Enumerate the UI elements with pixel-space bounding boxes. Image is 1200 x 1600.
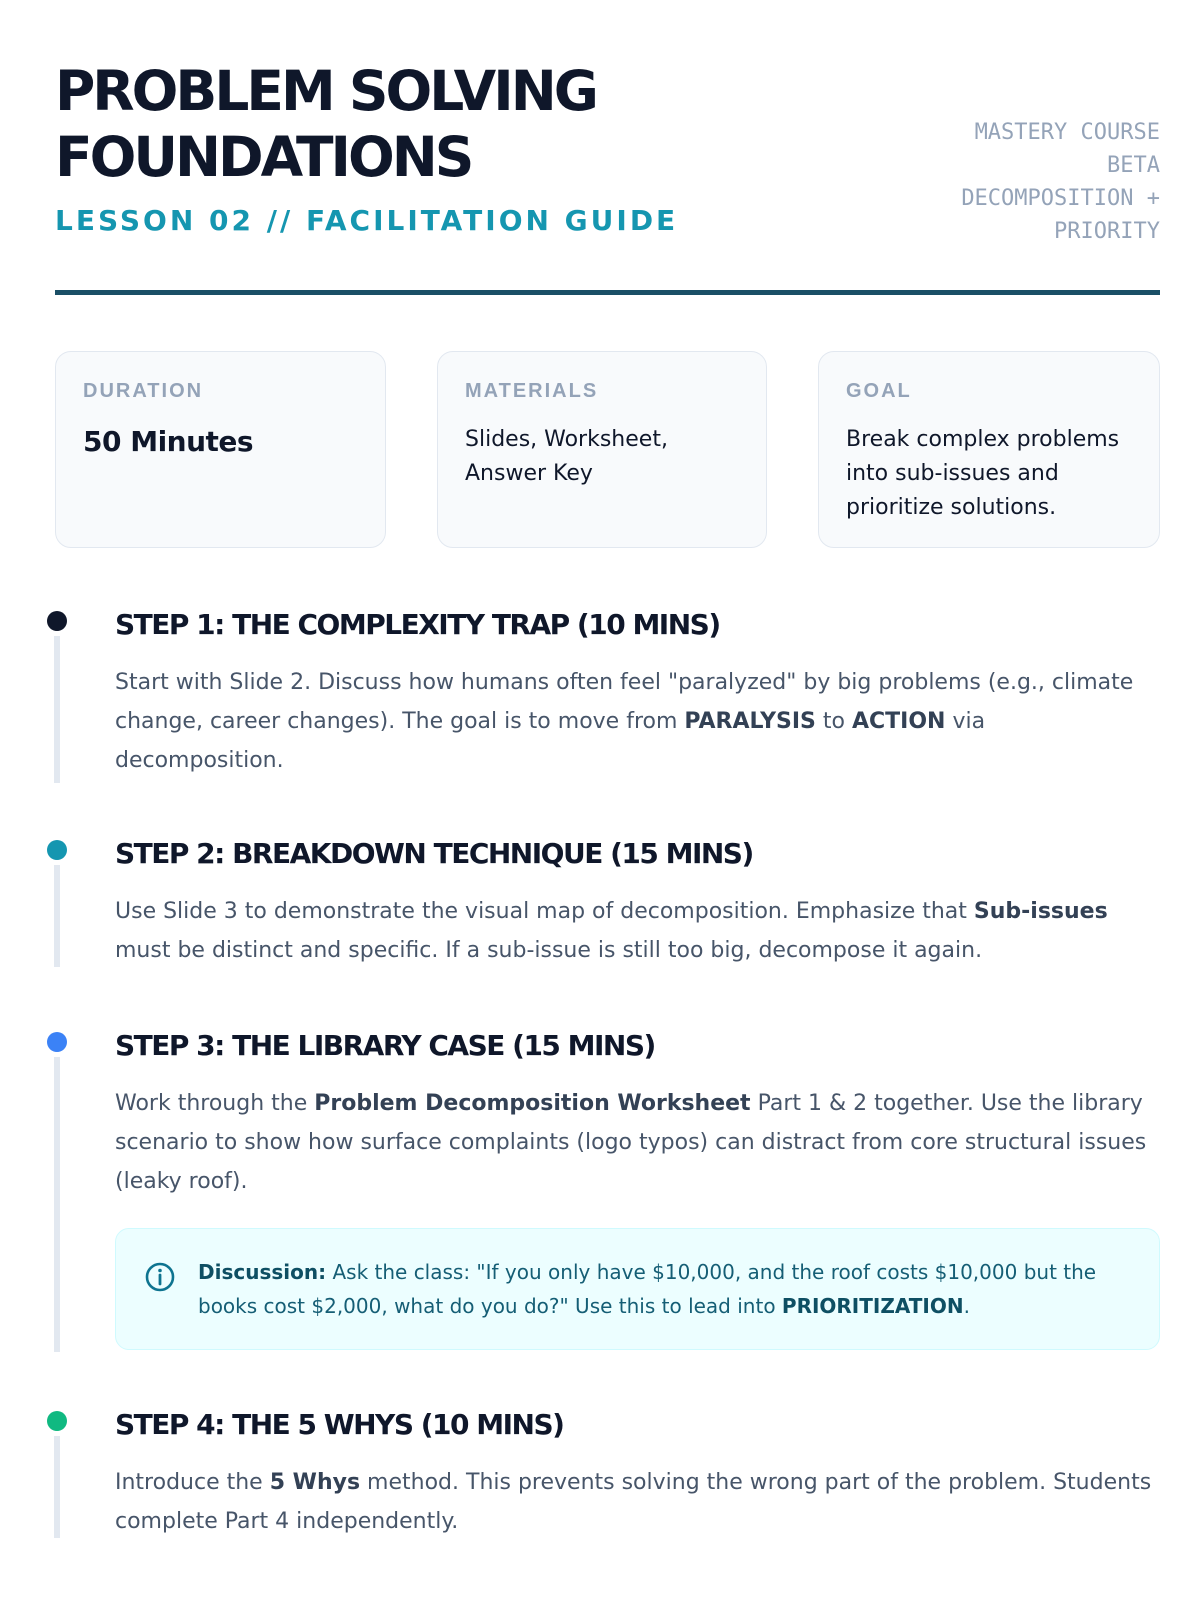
info-icon bbox=[144, 1261, 176, 1293]
body-text: Work through the bbox=[115, 1091, 315, 1116]
card-value: Slides, Worksheet, Answer Key bbox=[465, 427, 668, 486]
title-line-1: PROBLEM SOLVING bbox=[55, 59, 596, 123]
meta-line: PRIORITY bbox=[1054, 219, 1160, 244]
meta-line: BETA bbox=[1107, 153, 1160, 178]
card-label: MATERIALS bbox=[465, 380, 599, 402]
body-emphasis: 5 Whys bbox=[269, 1470, 361, 1495]
callout-emphasis: PRIORITIZATION bbox=[781, 1294, 964, 1318]
body-text: Introduce the bbox=[115, 1470, 270, 1495]
step-body bbox=[115, 1084, 1160, 1201]
goal-card bbox=[818, 351, 1160, 548]
materials-card bbox=[437, 351, 767, 548]
step-3 bbox=[45, 1029, 1160, 1349]
header-divider bbox=[55, 290, 1160, 295]
body-emphasis: Problem Decomposition Worksheet bbox=[314, 1091, 751, 1116]
body-text: Part 1 & 2 together. Use the library scenario to show how surface complaints (logo typos) can distract from core structural issues (leaky roof). bbox=[115, 1091, 1147, 1194]
step-2 bbox=[45, 837, 1160, 977]
body-text: Use Slide 3 to demonstrate the visual map of decomposition. Emphasize that bbox=[115, 899, 974, 924]
step-title: STEP 4: THE 5 WHYS (10 MINS) bbox=[115, 1408, 564, 1441]
step-dot bbox=[47, 840, 67, 860]
body-emphasis: Sub-issues bbox=[973, 899, 1108, 924]
meta-line: MASTERY COURSE bbox=[974, 120, 1160, 145]
card-label: DURATION bbox=[83, 380, 204, 402]
callout-lead: Discussion: bbox=[198, 1260, 327, 1284]
callout-text: . bbox=[963, 1294, 970, 1318]
card-value: Break complex problems into sub-issues and prioritize solutions. bbox=[846, 427, 1120, 520]
step-title: STEP 2: BREAKDOWN TECHNIQUE (15 MINS) bbox=[115, 837, 753, 870]
body-text: to bbox=[815, 709, 852, 734]
body-emphasis: PARALYSIS bbox=[684, 709, 816, 734]
info-cards bbox=[55, 351, 1160, 548]
step-body bbox=[115, 1463, 1160, 1541]
step-1 bbox=[45, 608, 1160, 783]
title-line-2: FOUNDATIONS bbox=[55, 125, 472, 189]
step-track bbox=[54, 865, 60, 967]
step-track bbox=[54, 1436, 60, 1538]
step-track bbox=[54, 1057, 60, 1352]
body-text: method. This prevents solving the wrong part of the problem. Students complete Part 4 independently. bbox=[115, 1470, 1152, 1534]
meta-line: DECOMPOSITION + bbox=[961, 186, 1160, 211]
step-title: STEP 1: THE COMPLEXITY TRAP (10 MINS) bbox=[115, 608, 720, 641]
step-dot bbox=[47, 611, 67, 631]
step-4 bbox=[45, 1408, 1160, 1548]
duration-card bbox=[55, 351, 386, 548]
callout-text: Ask the class: "If you only have $10,000, and the roof costs $10,000 but the books cost $2,000, what do you do?" Use this to lead into bbox=[198, 1260, 1097, 1318]
discussion-callout bbox=[115, 1228, 1160, 1350]
lesson-subtitle: LESSON 02 // FACILITATION GUIDE bbox=[55, 204, 679, 237]
step-title: STEP 3: THE LIBRARY CASE (15 MINS) bbox=[115, 1029, 655, 1062]
card-label: GOAL bbox=[846, 380, 912, 402]
body-text: via decomposition. bbox=[115, 709, 986, 773]
body-text: must be distinct and specific. If a sub-issue is still too big, decompose it again. bbox=[115, 938, 983, 963]
body-emphasis: ACTION bbox=[851, 709, 946, 734]
page-header bbox=[55, 58, 1160, 258]
step-dot bbox=[47, 1411, 67, 1431]
body-text: Start with Slide 2. Discuss how humans often feel "paralyzed" by big problems (e.g., climate change, career changes). The goal is to move from bbox=[115, 670, 1134, 734]
step-body bbox=[115, 892, 1160, 970]
course-meta bbox=[900, 116, 1160, 248]
step-dot bbox=[47, 1032, 67, 1052]
card-value: 50 Minutes bbox=[83, 425, 254, 458]
step-body bbox=[115, 663, 1160, 780]
step-track bbox=[54, 636, 60, 783]
